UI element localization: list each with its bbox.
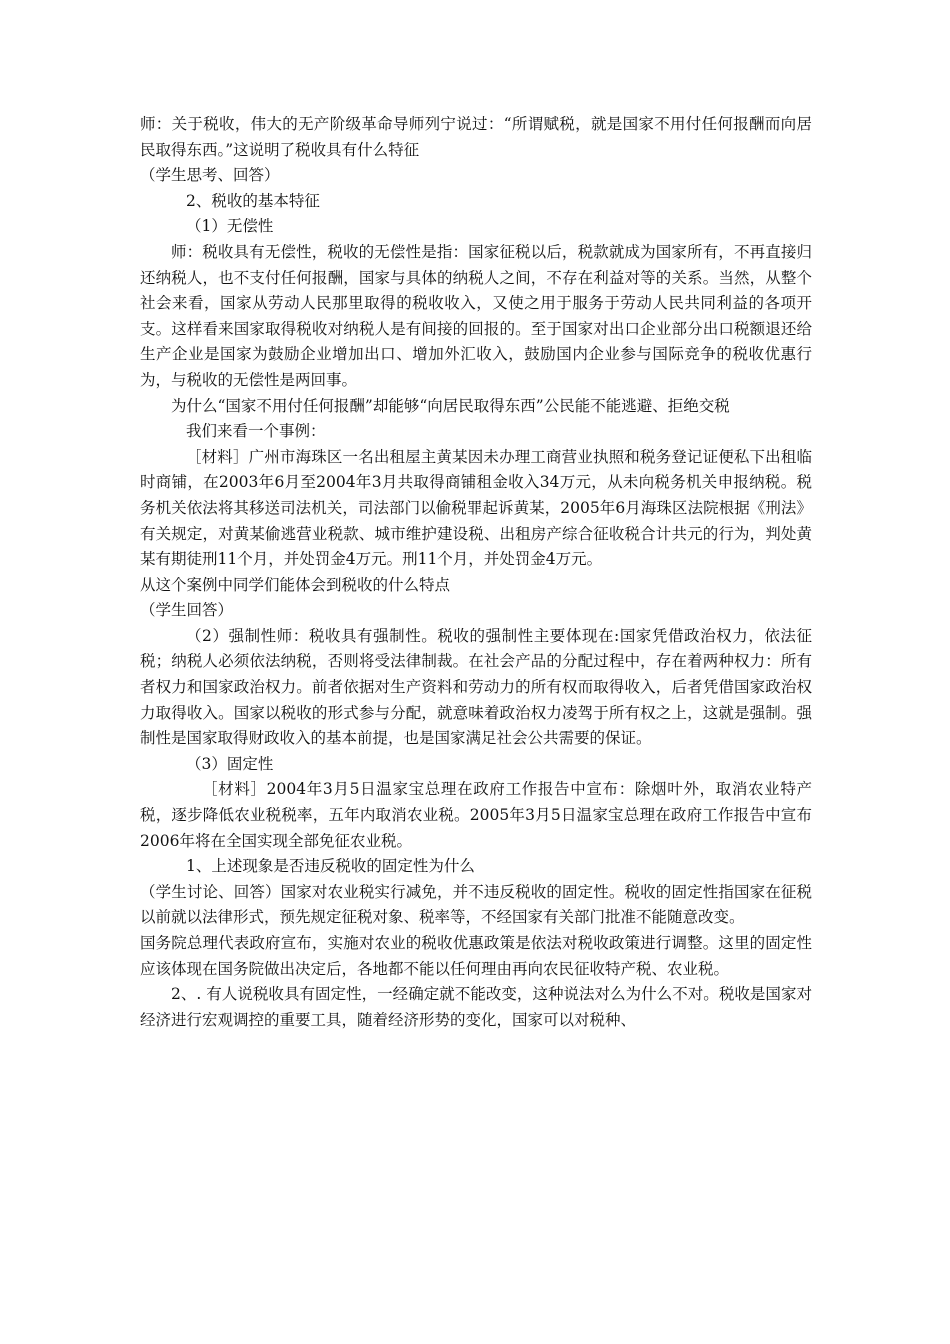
material-paragraph: ［材料］广州市海珠区一名出租屋主黄某因未办理工商营业执照和税务登记证便私下出租临时商铺，在2003年6月至2004年3月共取得商铺租金收入34万元，从未向税务机关申报纳税。税务机关依法将其移送司法机关，司法部门以偷税罪起诉黄某，2005年6月海珠区法院根据《刑法》有关规定，对黄某偷逃营业税款、城市维护建设税、出租房产综合征收税合计共元的行为，判处黄某有期徒刑11个月，并处罚金4万元。刑11个月，并处罚金4万元。 bbox=[140, 447, 812, 569]
subsection-heading: （3）固定性 bbox=[186, 754, 274, 773]
paragraph: 我们来看一个事例： bbox=[186, 422, 326, 441]
material-paragraph: ［材料］2004年3月5日温家宝总理在政府工作报告中宣布：除烟叶外，取消农业特产税，逐步降低农业税税率，五年内取消农业税。2005年3月5日温家宝总理在政府工作报告中宣布2006年将在全国实现全部免征农业税。 bbox=[140, 780, 812, 850]
paragraph: 师：关于税收，伟大的无产阶级革命导师列宁说过：“所谓赋税，就是国家不用付任何报酬而向居民取得东西。”这说明了税收具有什么特征 bbox=[140, 115, 812, 159]
question-paragraph: 1、上述现象是否违反税收的固定性为什么 bbox=[186, 857, 475, 876]
section-heading: 2、税收的基本特征 bbox=[186, 191, 320, 210]
paragraph: 国务院总理代表政府宣布，实施对农业的税收优惠政策是依法对税收政策进行调整。这里的固定性应该体现在国务院做出决定后，各地都不能以任何理由再向农民征收特产税、农业税。 bbox=[140, 934, 812, 978]
paragraph: （2）强制性师：税收具有强制性。税收的强制性主要体现在:国家凭借政治权力，依法征税；纳税人必须依法纳税，否则将受法律制裁。在社会产品的分配过程中，存在着两种权力：所有者权力和国家政治权力。前者依据对生产资料和劳动力的所有权而取得收入，后者凭借国家政治权力取得收入。国家以税收的形式参与分配，就意味着政治权力凌驾于所有权之上，这就是强制。强制性是国家取得财政收入的基本前提，也是国家满足社会公共需要的保证。 bbox=[140, 626, 812, 748]
paragraph: （学生思考、回答） bbox=[140, 166, 280, 185]
paragraph: （学生讨论、回答）国家对农业税实行减免，并不违反税收的固定性。税收的固定性指国家在征税以前就以法律形式，预先规定征税对象、税率等，不经国家有关部门批准不能随意改变。 bbox=[140, 882, 812, 927]
paragraph: 从这个案例中同学们能体会到税收的什么特点 bbox=[140, 575, 451, 594]
paragraph: 为什么“国家不用付任何报酬”却能够“向居民取得东西”公民能不能逃避、拒绝交税 bbox=[171, 396, 730, 415]
question-paragraph: 2、. 有人说税收具有固定性，一经确定就不能改变，这种说法对么为什么不对。税收是国家对经济进行宏观调控的重要工具，随着经济形势的变化，国家可以对税种、 bbox=[140, 985, 812, 1029]
subsection-heading: （1）无偿性 bbox=[186, 217, 274, 236]
paragraph: 师：税收具有无偿性，税收的无偿性是指：国家征税以后，税款就成为国家所有，不再直接归还纳税人，也不支付任何报酬，国家与具体的纳税人之间，不存在利益对等的关系。当然，从整个社会来看，国家从劳动人民那里取得的税收收入，又使之用于服务于劳动人民共同利益的各项开支。这样看来国家取得税收对纳税人是有间接的回报的。至于国家对出口企业部分出口税额退还给生产企业是国家为鼓励企业增加出口、增加外汇收入，鼓励国内企业参与国际竞争的税收优惠行为，与税收的无偿性是两回事。 bbox=[140, 242, 812, 389]
document-body bbox=[140, 112, 812, 1033]
paragraph: （学生回答） bbox=[140, 601, 234, 620]
